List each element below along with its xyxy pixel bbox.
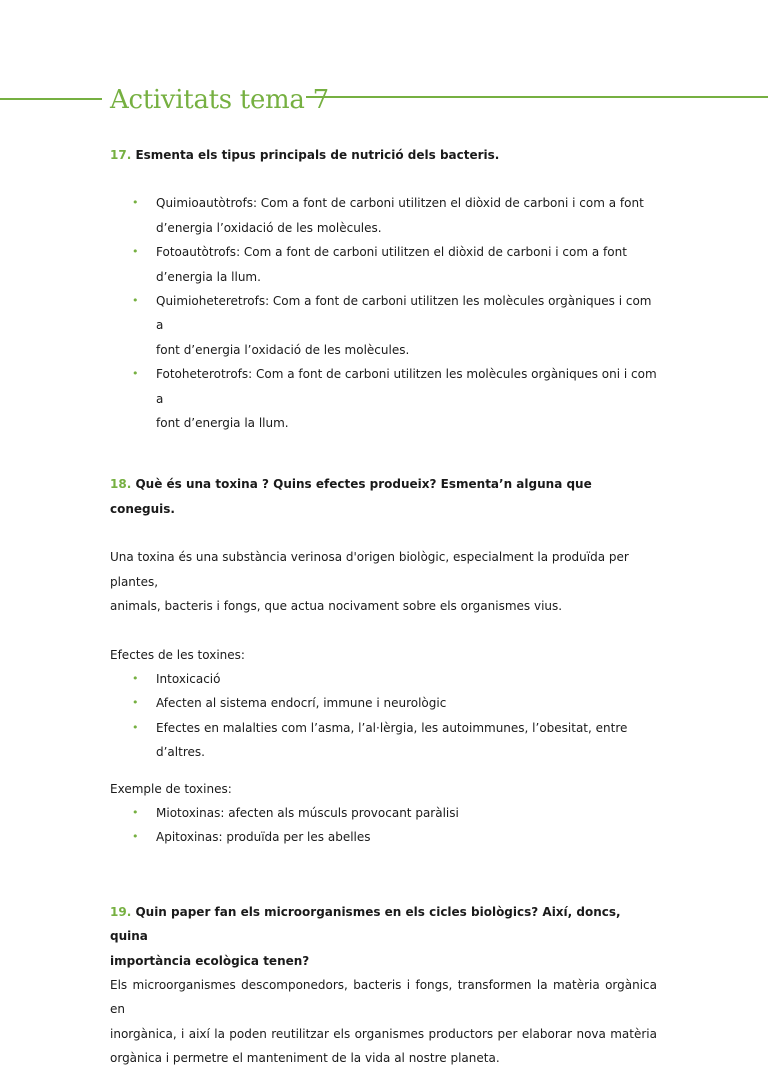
list-item: • Intoxicació (110, 667, 657, 691)
header-rule-right (306, 96, 768, 98)
effects-heading: Efectes de les toxines: (110, 647, 245, 662)
bullet-icon: • (132, 805, 139, 819)
question-18 (110, 472, 657, 521)
bullet-icon: • (132, 196, 139, 210)
bullet-icon: • (132, 720, 139, 734)
examples-heading: Exemple de toxines: (110, 781, 232, 796)
question-18-number: 18. (110, 477, 132, 492)
list-item-text: d’energia la llum. (156, 269, 261, 284)
list-item (110, 191, 657, 240)
question-19 (110, 900, 657, 973)
page-title: Activitats tema 7 (110, 85, 329, 115)
bullet-icon: • (132, 367, 139, 381)
question-17 (110, 143, 657, 167)
question-17-number: 17. (110, 148, 132, 162)
list-item-text: Fotoheterotrofs: Com a font de carboni utilitzen les molècules orgàniques oni i com a (156, 367, 657, 406)
list-item-text: font d’energia la llum. (156, 416, 289, 431)
question-19-text: Quin paper fan els microorganismes en els cicles biològics? Així, doncs, quina (110, 904, 621, 944)
question-18-text: Què és una toxina ? Quins efectes produeix? Esmenta’n alguna que coneguis. (110, 477, 592, 516)
bullet-icon: • (132, 696, 139, 710)
question-19-answer: Els microorganismes descomponedors, bacteris i fongs, transformen la matèria orgànica en inorgànica, i així la poden reutilitzar els organismes productors per elaborar nova matèria orgànica i permetre el manteniment de la vida al nostre planeta. (110, 977, 657, 1066)
effects-list (110, 667, 657, 765)
list-item: • Apitoxinas: produïda per les abelles (110, 825, 657, 849)
question-17-text: Esmenta els tipus principals de nutrició dels bacteris. (135, 148, 500, 162)
list-item-text: font d’energia l’oxidació de les molècules. (156, 342, 410, 357)
list-item-text: Quimioautòtrofs: Com a font de carboni utilitzen el diòxid de carboni i com a font (156, 196, 644, 211)
header-rule-left (0, 98, 102, 100)
bullet-icon: • (132, 671, 139, 685)
nutrition-types-list (110, 191, 657, 435)
list-item (110, 240, 657, 289)
list-item-text: d’energia l’oxidació de les molècules. (156, 220, 382, 235)
bullet-icon: • (132, 830, 139, 844)
list-item: • Afecten al sistema endocrí, immune i neurològic (110, 691, 657, 715)
question-19-number: 19. (110, 904, 132, 919)
examples-list (110, 801, 657, 850)
bullet-icon: • (132, 294, 139, 308)
list-item: • Efectes en malalties com l’asma, l’al·lèrgia, les autoimmunes, l’obesitat, entre d’altres. (110, 716, 657, 765)
list-item-text: Fotoautòtrofs: Com a font de carboni utilitzen el diòxid de carboni i com a font (156, 245, 627, 260)
document-body (110, 143, 657, 1071)
list-item (110, 289, 657, 362)
question-19-text: importància ecològica tenen? (110, 953, 310, 968)
list-item: • Miotoxinas: afecten als músculs provocant paràlisi (110, 801, 657, 825)
toxin-definition: Una toxina és una substància verinosa d'origen biològic, especialment la produïda per plantes, animals, bacteris i fongs, que actua nocivament sobre els organismes vius. (110, 550, 629, 614)
list-item-text: Quimioheteretrofs: Com a font de carboni utilitzen les molècules orgàniques i com a (156, 294, 652, 333)
bullet-icon: • (132, 245, 139, 259)
list-item (110, 362, 657, 435)
